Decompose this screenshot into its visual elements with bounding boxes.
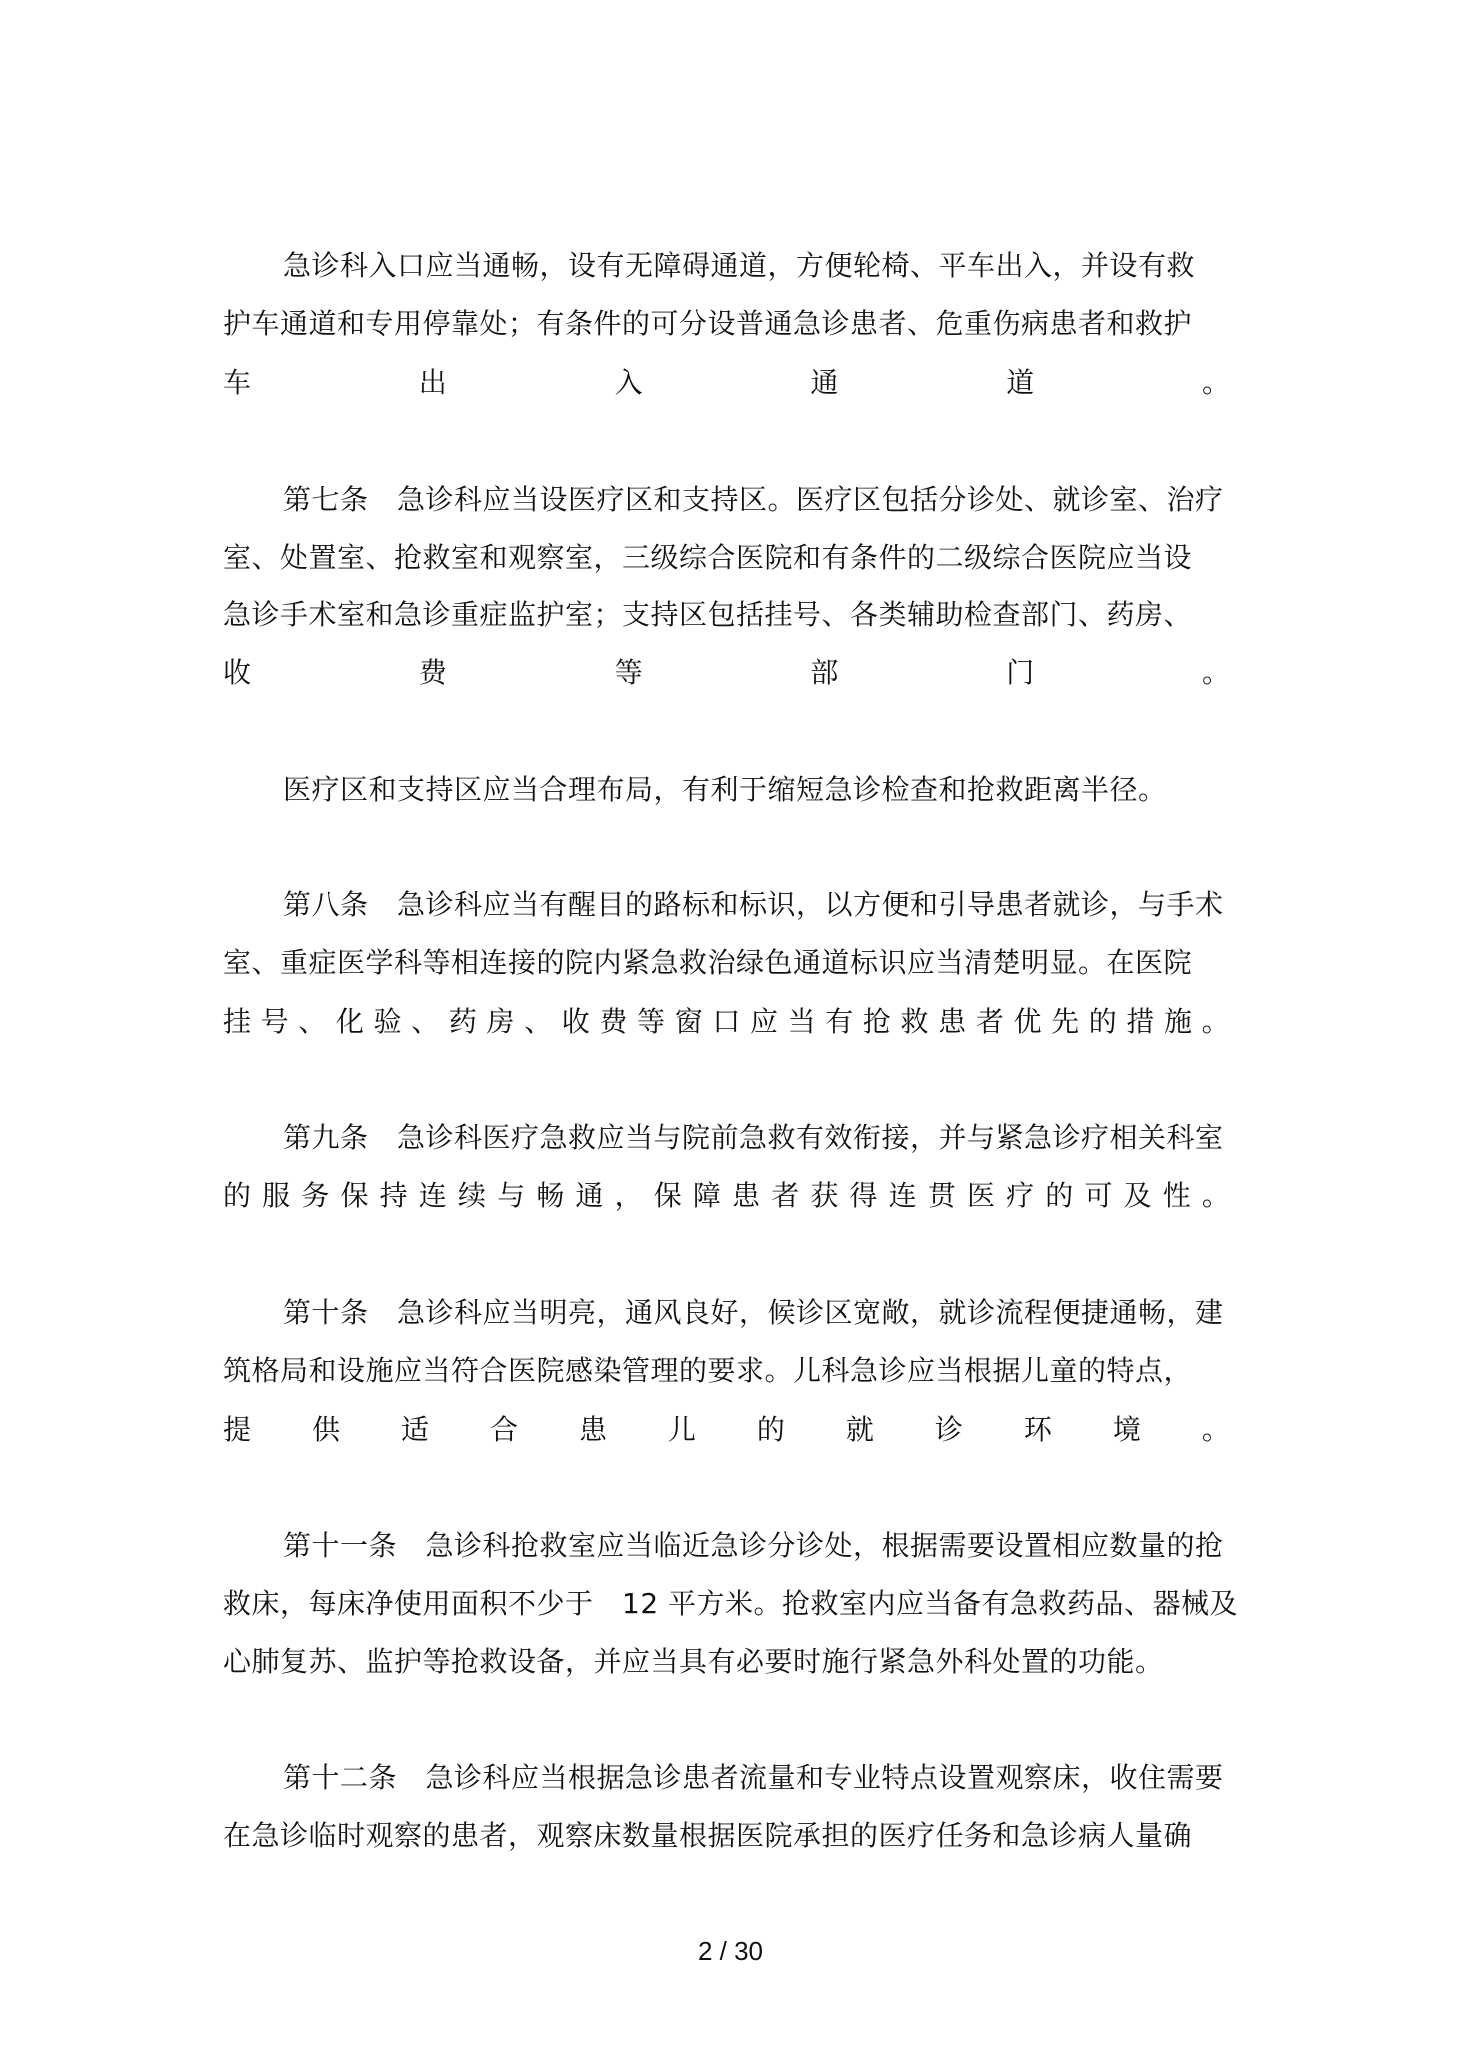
spread-char: 医 bbox=[966, 1179, 995, 1212]
spread-char: 施 bbox=[1164, 1005, 1193, 1038]
text-line: 急诊手术室和急诊重症监护室；支持区包括挂号、各类辅助检查部门、药房、 bbox=[223, 598, 1193, 631]
spread-char: 性 bbox=[1162, 1179, 1191, 1212]
spread-char: 化 bbox=[335, 1005, 364, 1038]
text-line: 护车通道和专用停靠处；有条件的可分设普通急诊患者、危重伤病患者和救护 bbox=[223, 307, 1193, 340]
spread-char: 的 bbox=[1088, 1005, 1117, 1038]
spread-char: 车 bbox=[223, 366, 252, 399]
spread-char: 者 bbox=[771, 1179, 800, 1212]
spread-char: 房 bbox=[486, 1005, 515, 1038]
spread-char: 道 bbox=[1006, 366, 1035, 399]
spread-char: 先 bbox=[1051, 1005, 1080, 1038]
spread-char: 持 bbox=[379, 1179, 408, 1212]
spread-char: 出 bbox=[418, 366, 447, 399]
spread-char: 患 bbox=[732, 1179, 761, 1212]
spread-char: 等 bbox=[614, 656, 643, 689]
spread-char: 患 bbox=[578, 1413, 607, 1446]
spread-char: 优 bbox=[1013, 1005, 1042, 1038]
spread-char: 收 bbox=[561, 1005, 590, 1038]
spread-line bbox=[223, 1176, 1230, 1216]
spread-char: 措 bbox=[1126, 1005, 1155, 1038]
spread-char: 。 bbox=[1201, 1179, 1230, 1212]
spread-char: 当 bbox=[787, 1005, 816, 1038]
spread-line bbox=[223, 1002, 1230, 1042]
spread-char: 连 bbox=[418, 1179, 447, 1212]
spread-char: 适 bbox=[400, 1413, 429, 1446]
spread-char: 费 bbox=[418, 656, 447, 689]
text-line: 在急诊临时观察的患者，观察床数量根据医院承担的医疗任务和急诊病人量确 bbox=[223, 1819, 1193, 1852]
spread-char: 口 bbox=[712, 1005, 741, 1038]
spread-char: 患 bbox=[938, 1005, 967, 1038]
spread-char: 供 bbox=[311, 1413, 340, 1446]
spread-line bbox=[223, 1410, 1230, 1450]
spread-char: 。 bbox=[1201, 1005, 1230, 1038]
text-line: 第十二条 急诊科应当根据急诊患者流量和专业特点设置观察床，收住需要 bbox=[283, 1761, 1224, 1794]
spread-char: 收 bbox=[223, 656, 252, 689]
spread-char: 入 bbox=[614, 366, 643, 399]
spread-char: 。 bbox=[1201, 656, 1230, 689]
spread-char: 获 bbox=[810, 1179, 839, 1212]
spread-char: 通 bbox=[810, 366, 839, 399]
spread-char: 贯 bbox=[927, 1179, 956, 1212]
spread-char: 有 bbox=[825, 1005, 854, 1038]
spread-char: 门 bbox=[1006, 656, 1035, 689]
spread-char: 保 bbox=[340, 1179, 369, 1212]
spread-char: 、 bbox=[524, 1005, 553, 1038]
spread-char: 、 bbox=[411, 1005, 440, 1038]
spread-char: 服 bbox=[262, 1179, 291, 1212]
spread-char: 境 bbox=[1112, 1413, 1141, 1446]
text-line: 第九条 急诊科医疗急救应当与院前急救有效衔接，并与紧急诊疗相关科室 bbox=[283, 1121, 1224, 1154]
spread-char: 务 bbox=[301, 1179, 330, 1212]
text-line: 救床，每床净使用面积不少于 12 平方米。抢救室内应当备有急救药品、器械及 bbox=[223, 1587, 1239, 1620]
spread-char: 提 bbox=[223, 1413, 252, 1446]
spread-char: 合 bbox=[489, 1413, 518, 1446]
spread-char: 障 bbox=[692, 1179, 721, 1212]
spread-char: 保 bbox=[653, 1179, 682, 1212]
text-line: 心肺复苏、监护等抢救设备，并应当具有必要时施行紧急外科处置的功能。 bbox=[223, 1645, 1164, 1678]
spread-char: 。 bbox=[1201, 1413, 1230, 1446]
spread-char: 得 bbox=[849, 1179, 878, 1212]
spread-char: 连 bbox=[888, 1179, 917, 1212]
spread-char: 救 bbox=[900, 1005, 929, 1038]
spread-char: 的 bbox=[223, 1179, 252, 1212]
spread-char: 环 bbox=[1023, 1413, 1052, 1446]
spread-char: 就 bbox=[845, 1413, 874, 1446]
spread-char: 药 bbox=[448, 1005, 477, 1038]
text-line: 急诊科入口应当通畅，设有无障碍通道，方便轮椅、平车出入，并设有救 bbox=[283, 249, 1196, 282]
spread-char: 畅 bbox=[536, 1179, 565, 1212]
spread-char: 通 bbox=[575, 1179, 604, 1212]
page-number: 2 / 30 bbox=[697, 1936, 764, 1966]
spread-char: 者 bbox=[975, 1005, 1004, 1038]
spread-char: 费 bbox=[599, 1005, 628, 1038]
text-line: 医疗区和支持区应当合理布局，有利于缩短急诊检查和抢救距离半径。 bbox=[283, 773, 1167, 806]
spread-char: 的 bbox=[756, 1413, 785, 1446]
spread-char: 疗 bbox=[1006, 1179, 1035, 1212]
spread-char: 续 bbox=[457, 1179, 486, 1212]
spread-char: 号 bbox=[260, 1005, 289, 1038]
text-line: 室、重症医学科等相连接的院内紧急救治绿色通道标识应当清楚明显。在医院 bbox=[223, 946, 1193, 979]
spread-char: 窗 bbox=[674, 1005, 703, 1038]
spread-char: 部 bbox=[810, 656, 839, 689]
spread-char: 可 bbox=[1084, 1179, 1113, 1212]
text-line: 第八条 急诊科应当有醒目的路标和标识，以方便和引导患者就诊，与手术 bbox=[283, 888, 1224, 921]
spread-char: 及 bbox=[1123, 1179, 1152, 1212]
text-line: 第十一条 急诊科抢救室应当临近急诊分诊处，根据需要设置相应数量的抢 bbox=[283, 1529, 1224, 1562]
text-line: 第十条 急诊科应当明亮，通风良好，候诊区宽敞，就诊流程便捷通畅，建 bbox=[283, 1296, 1224, 1329]
spread-line bbox=[223, 363, 1230, 403]
text-line: 筑格局和设施应当符合医院感染管理的要求。儿科急诊应当根据儿童的特点， bbox=[223, 1354, 1193, 1387]
spread-line bbox=[223, 653, 1230, 693]
spread-char: 诊 bbox=[934, 1413, 963, 1446]
text-line: 室、处置室、抢救室和观察室，三级综合医院和有条件的二级综合医院应当设 bbox=[223, 541, 1193, 574]
spread-char: 抢 bbox=[862, 1005, 891, 1038]
spread-char: ， bbox=[614, 1179, 643, 1212]
spread-char: 等 bbox=[637, 1005, 666, 1038]
text-line: 第七条 急诊科应当设医疗区和支持区。医疗区包括分诊处、就诊室、治疗 bbox=[283, 483, 1224, 516]
spread-char: 验 bbox=[373, 1005, 402, 1038]
spread-char: 。 bbox=[1201, 366, 1230, 399]
spread-char: 应 bbox=[749, 1005, 778, 1038]
spread-char: 儿 bbox=[667, 1413, 696, 1446]
spread-char: 挂 bbox=[223, 1005, 252, 1038]
spread-char: 与 bbox=[497, 1179, 526, 1212]
spread-char: 的 bbox=[1045, 1179, 1074, 1212]
spread-char: 、 bbox=[298, 1005, 327, 1038]
